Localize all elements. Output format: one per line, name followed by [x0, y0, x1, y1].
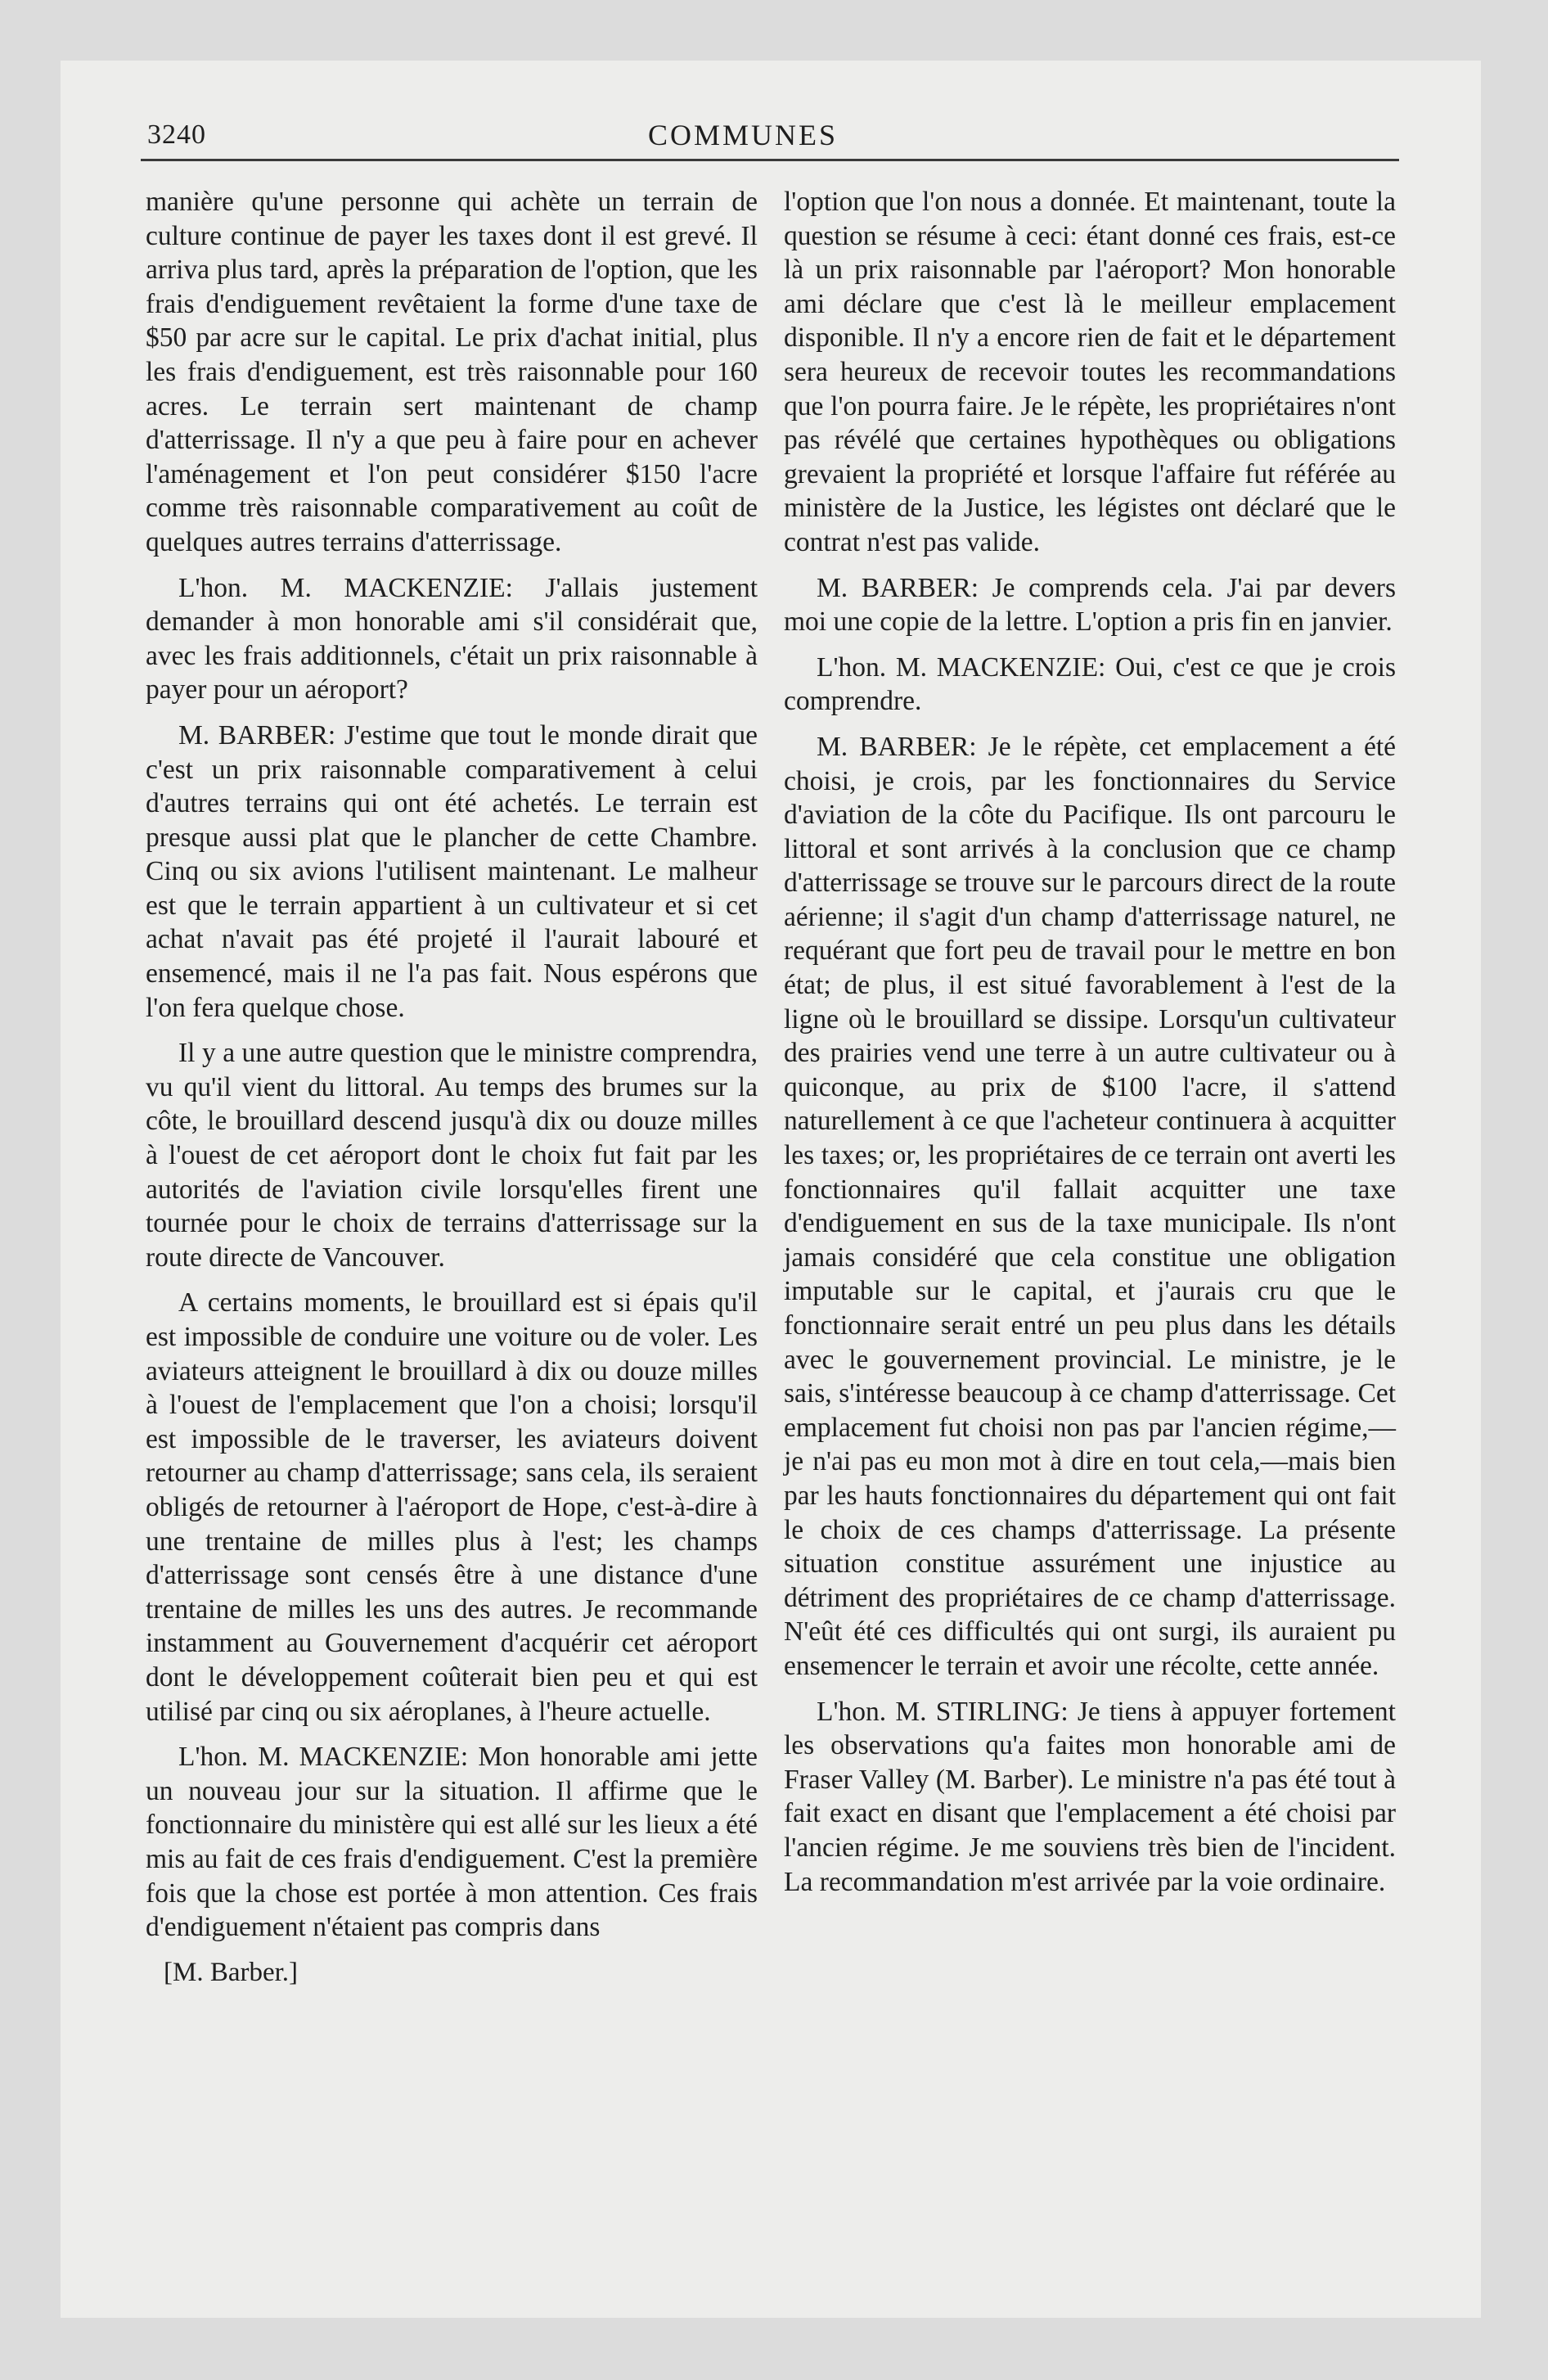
paragraph: l'option que l'on nous a donnée. Et maintenant, toute la question se résume à ceci: étant donné ces frais, est-ce là un prix raisonnable par l'aéroport? Mon honorable ami déclare que c'est là le meilleur emplacement disponible. Il n'y a encore rien de fait et le département sera heureux de recevoir toutes les recommandations que l'on pourra faire. Je le répète, les propriétaires n'ont pas révélé que certaines hypothèques ou obligations grevaient la propriété et lorsque l'affaire fut référée au ministère de la Justice, les légistes ont déclaré que le contrat n'est pas valide. — [784, 187, 1396, 557]
speaker-reference: [M. Barber.] — [164, 1957, 299, 1987]
paragraph: Il y a une autre question que le ministre comprendra, vu qu'il vient du littoral. Au temps des brumes sur la côte, le brouillard descend jusqu'à dix ou douze milles à l'ouest de cet aéroport dont le choix fut fait par les autorités de l'aviation civile lorsqu'elles firent une tournée pour le choix de terrains d'atterrissage sur la route directe de Vancouver. — [146, 1038, 758, 1273]
paragraph: L'hon. M. STIRLING: Je tiens à appuyer fortement les observations qu'a faites mon honorable ami de Fraser Valley (M. Barber). Le ministre n'a pas été tout à fait exact en disant que l'emplacement a été choisi par l'ancien régime. Je me souviens très bien de l'incident. La recommandation m'est arrivée par la voie ordinaire. — [784, 1696, 1396, 1897]
paragraph: L'hon. M. MACKENZIE: Mon honorable ami jette un nouveau jour sur la situation. Il affirme que le fonctionnaire du ministère qui est allé sur les lieux a été mis au fait de ces frais d'endiguement. C'est la première fois que la chose est portée à mon attention. Ces frais d'endiguement n'étaient pas compris dans — [146, 1742, 758, 1943]
paragraph: manière qu'une personne qui achète un terrain de culture continue de payer les taxes dont il est grevé. Il arriva plus tard, après la préparation de l'option, que les frais d'endiguement revêtaient la forme d'une taxe de $50 par acre sur le capital. Le prix d'achat initial, plus les frais d'endiguement, est très raisonnable pour 160 acres. Le terrain sert maintenant de champ d'atterrissage. Il n'y a que peu à faire pour en achever l'aménagement et l'on peut considérer $150 l'acre comme très raisonnable comparativement au coût de quelques autres terrains d'atterrissage. — [146, 187, 758, 557]
paragraph: L'hon. M. MACKENZIE: Oui, c'est ce que je crois comprendre. — [784, 651, 1396, 717]
running-title: COMMUNES — [647, 119, 839, 151]
page-number: 3240 — [147, 119, 206, 150]
paragraph: A certains moments, le brouillard est si épais qu'il est impossible de conduire une voiture ou de voler. Les aviateurs atteignent le brouillard à dix ou douze milles à l'ouest de l'emplacement que l'on a choisi; lorsqu'il est impossible de le traverser, les aviateurs doivent retourner au champ d'atterrissage; sans cela, ils seraient obligés de retourner à l'aéroport de Hope, c'est-à-dire à une trentaine de milles plus à l'est; les champs d'atterrissage sont censés être à une distance d'une trentaine de milles les uns des autres. Je recommande instamment au Gouvernement d'acquérir cet aéroport dont le développement coûterait bien peu et qui est utilisé par cinq ou six aéroplanes, à l'heure actuelle. — [146, 1287, 758, 1727]
paragraph: M. BARBER: Je comprends cela. J'ai par devers moi une copie de la lettre. L'option a pris fin en janvier. — [784, 572, 1396, 638]
right-column — [784, 185, 1396, 1910]
header-rule — [141, 159, 1399, 161]
page-header — [87, 115, 1399, 164]
paragraph: M. BARBER: J'estime que tout le monde dirait que c'est un prix raisonnable comparativement à celui d'autres terrains qui ont été achetés. Le terrain est presque aussi plat que le plancher de cette Chambre. Cinq ou six avions l'utilisent maintenant. Le malheur est que le terrain appartient à un cultivateur et si cet achat n'avait pas été projeté il l'aurait labouré et ensemencé, mais il ne l'a pas fait. Nous espérons que l'on fera quelque chose. — [146, 719, 758, 1023]
paragraph: L'hon. M. MACKENZIE: J'allais justement demander à mon honorable ami s'il considérait que, avec les frais additionnels, c'était un prix raisonnable à payer pour un aéroport? — [146, 572, 758, 705]
left-column — [146, 185, 758, 1990]
paragraph: M. BARBER: Je le répète, cet emplacement a été choisi, je crois, par les fonctionnaires du Service d'aviation de la côte du Pacifique. Ils ont parcouru le littoral et sont arrivés à la conclusion que ce champ d'atterrissage se trouve sur le parcours direct de la route aérienne; il s'agit d'un champ d'atterrissage naturel, ne requérant que fort peu de travail pour le mettre en bon état; de plus, il est situé favorablement à l'est de la ligne où le brouillard se dissipe. Lorsqu'un cultivateur des prairies vend une terre à un autre cultivateur ou à quiconque, au prix de $100 l'acre, il s'attend naturellement à ce que l'acheteur continuera à acquitter les taxes; or, les propriétaires de ce terrain ont averti les fonctionnaires qu'il fallait acquitter une taxe d'endiguement en sus de la taxe municipale. Ils n'ont jamais considéré que cela constitue une obligation imputable sur le capital, et j'aurais cru que le fonctionnaire serait entré un peu plus dans les détails avec le gouvernement provincial. Le ministre, je le sais, s'intéresse beaucoup à ce champ d'atterrissage. Cet emplacement fut choisi non pas par l'ancien régime,—je n'ai pas eu mon mot à dire en tout cela,—mais bien par les hauts fonctionnaires du département qui ont fait le choix de ces champs d'atterrissage. La présente situation constitue assurément une injustice au détriment des propriétaires de ce champ d'atterrissage. N'eût été ces difficultés qui ont surgi, ils auraient pu ensemencer le terrain et avoir une récolte, cette année. — [784, 731, 1396, 1681]
